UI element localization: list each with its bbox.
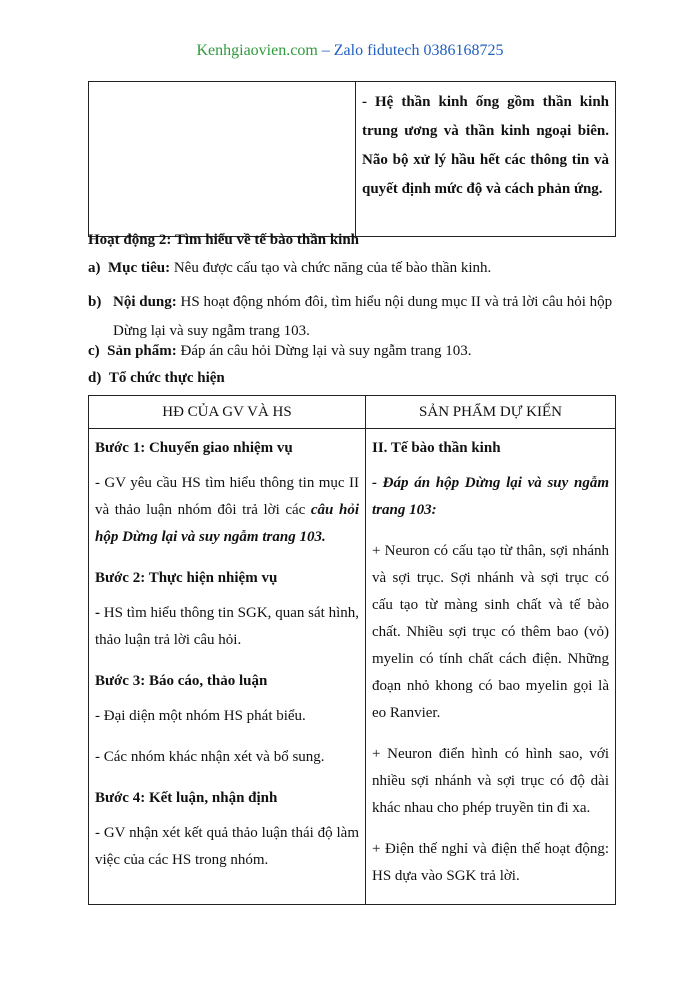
contact-info[interactable]: Zalo fidutech 0386168725	[333, 42, 504, 59]
header-separator: –	[317, 42, 334, 59]
organization-item: d) Tổ chức thực hiện	[88, 370, 225, 386]
step4-title: Bước 4: Kết luận, nhận định	[95, 790, 278, 806]
continuation-left-cell	[89, 82, 356, 237]
header-expected-product: SẢN PHẨM DỰ KIẾN	[366, 396, 616, 429]
continuation-table	[88, 81, 616, 237]
answer-para-2: + Neuron điển hình có hình sao, với nhiều sợi nhánh và sợi trục có độ dài khác nhau cho phép truyền tin đi xa.	[372, 746, 609, 816]
step3-title: Bước 3: Báo cáo, thảo luận	[95, 673, 268, 689]
step3-text-2: - Các nhóm khác nhận xét và bổ sung.	[95, 749, 325, 765]
continuation-right-cell: - Hệ thần kinh ống gồm thần kinh trung ương và thần kinh ngoại biên. Não bộ xử lý hầu hết các thông tin và quyết định mức độ và cách phản ứng.	[356, 82, 616, 237]
site-name[interactable]: Kenhgiaovien.com	[196, 42, 318, 59]
section-title: II. Tế bào thần kinh	[372, 440, 501, 456]
answer-title: - Đáp án hộp Dừng lại và suy ngẫm trang 103:	[372, 475, 609, 518]
page-header	[0, 42, 700, 60]
content-item: b) Nội dung: HS hoạt động nhóm đôi, tìm hiểu nội dung mục II và trả lời câu hỏi hộp Dừng lại và suy ngẫm trang 103.	[88, 294, 613, 339]
header-teacher-student: HĐ CỦA GV VÀ HS	[89, 396, 366, 429]
step2-text: - HS tìm hiểu thông tin SGK, quan sát hình, thảo luận trả lời câu hỏi.	[95, 605, 360, 648]
step1-text: - GV yêu cầu HS tìm hiểu thông tin mục II và thảo luận nhóm đôi trả lời các câu hỏi hộp Dừng lại và suy ngẫm trang 103.	[95, 475, 359, 545]
left-activities-cell	[89, 429, 366, 905]
step2-title: Bước 2: Thực hiện nhiệm vụ	[95, 570, 278, 586]
answer-para-1: + Neuron có cấu tạo từ thân, sợi nhánh và sợi trục. Sợi nhánh và sợi trục có cấu tạo từ màng sinh chất và tế bào chất. Nhiều sợi trục có thêm bao (vỏ) myelin có tính chất cách điện. Những đoạn nhỏ khong có bao myelin gọi là eo Ranvier.	[372, 543, 609, 721]
answer-para-3: + Điện thế nghỉ và điện thế hoạt động: HS dựa vào SGK trả lời.	[372, 841, 609, 884]
step3-text-1: - Đại diện một nhóm HS phát biểu.	[95, 708, 306, 724]
right-products-cell	[366, 429, 616, 905]
step1-title: Bước 1: Chuyển giao nhiệm vụ	[95, 440, 293, 456]
activity-table	[88, 395, 616, 905]
product-item: c) Sản phẩm: Đáp án câu hỏi Dừng lại và suy ngẫm trang 103.	[88, 343, 472, 359]
activity-title: Hoạt động 2: Tìm hiểu về tế bào thần kinh	[88, 232, 360, 248]
step4-text: - GV nhận xét kết quả thảo luận thái độ làm việc của các HS trong nhóm.	[95, 825, 359, 868]
objective-item: a) Mục tiêu: Nêu được cấu tạo và chức năng của tế bào thần kinh.	[88, 260, 492, 276]
